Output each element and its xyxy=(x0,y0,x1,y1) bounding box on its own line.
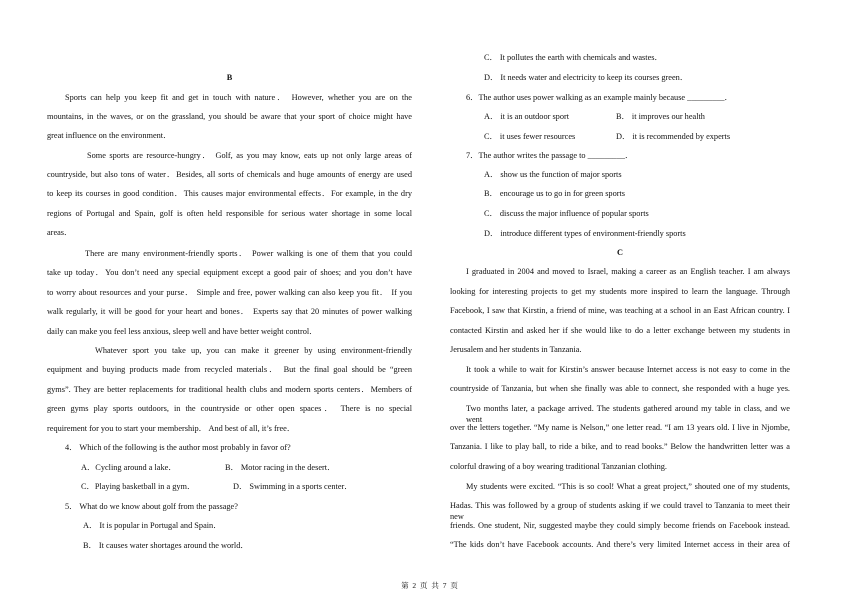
option-text: C．Playing basketball in a gym． xyxy=(81,482,196,491)
paragraph-line: Two months later, a package arrived. The students gathered around my table in class, and we went xyxy=(466,404,790,424)
paragraph-line: walk regularly, it will be good for your heart and bones． Experts say that 20 minutes of power walking xyxy=(47,307,412,316)
page-footer: 第 2 页 共 7 页 xyxy=(401,581,459,590)
option-text: D． Swimming in a sports center． xyxy=(233,482,353,491)
option-text: B． Motor racing in the desert． xyxy=(225,463,336,472)
paragraph-line: There are many environment-friendly sports． Power walking is one of them that you could xyxy=(85,249,412,258)
text-line: daily can make you feel less anxious, sleep well and have better weight control． xyxy=(47,327,318,336)
paragraph-line: friends. One student, Nir, suggested maybe they could simply become friends on Facebook instead. xyxy=(450,521,790,530)
paragraph-line: green gyms play sports outdoors, in the countryside or other open spaces． There is no special xyxy=(47,404,412,413)
option-text: D． it is recommended by experts xyxy=(616,132,731,141)
paragraph-line: Whatever sport you take up, you can make it greener by using environment-friendly xyxy=(95,346,412,355)
text-line: areas． xyxy=(47,228,73,237)
paragraph-line: over the letters together. “My name is Nelson,” one letter read. “I am 13 years old. I live in Njombe, xyxy=(450,423,790,432)
option-text: A． it is an outdoor sport xyxy=(484,112,570,121)
text-line: 4． Which of the following is the author most probably in favor of? xyxy=(65,443,291,452)
paragraph-line: take up today．You don’t need any special equipment except a good pair of shoes; and you don’t have xyxy=(47,268,412,277)
paragraph-line: to worry about resources and your purse． Simple and free, power walking can also keep you fit． If you xyxy=(47,288,412,297)
paragraph-line: mountains, in the waves, or on the grassland, you should be aware that your sport of choice might have xyxy=(47,112,412,121)
text-line: D． It needs water and electricity to keep its courses green． xyxy=(484,73,689,82)
paragraph-line: regions of Portugal and Spain, golf is often held responsible for serious water shortage in some local xyxy=(47,209,412,218)
option-text: C． it uses fewer resources xyxy=(484,132,576,141)
paragraph-line: Sports can help you keep fit and get in touch with nature． However, whether you are on the xyxy=(65,93,412,102)
paragraph-line: Facebook, I saw that Kirstin, a friend of mine, was teaching at a school in an East African country. I xyxy=(450,306,790,315)
text-line: D． introduce different types of environment-friendly sports xyxy=(484,229,686,238)
section-heading: C xyxy=(617,248,623,257)
paragraph-line: contacted Kirstin and asked her if she would like to do a letter exchange between my students in xyxy=(450,326,790,335)
text-line: 5． What do we know about golf from the passage? xyxy=(65,502,238,511)
text-line: B． It causes water shortages around the world． xyxy=(83,541,249,550)
text-line: Jerusalem and her students in Tanzania. xyxy=(450,345,582,354)
paragraph-line: I graduated in 2004 and moved to Israel, making a career as an English teacher. I am always xyxy=(466,267,790,276)
text-line: A． It is popular in Portugal and Spain． xyxy=(83,521,222,530)
text-line: colorful drawing of a boy wearing traditional Tanzanian clothing. xyxy=(450,462,667,471)
paragraph-line: My students were excited. “This is so cool! What a great project,” shouted one of my students, xyxy=(466,482,790,491)
paragraph-line: Some sports are resource-hungry． Golf, as you may know, eats up not only large areas of xyxy=(87,151,412,160)
text-line: 7．The author writes the passage to _________． xyxy=(466,151,634,160)
paragraph-line: Tanzania. I like to play ball, to ride a bike, and to read books.” Below the handwritten letter was a xyxy=(450,442,790,451)
text-line: A． show us the function of major sports xyxy=(484,170,622,179)
paragraph-line: countryside, but also tons of water．Besides, all sorts of chemicals and huge amounts of energy are used xyxy=(47,170,412,179)
text-line: B． encourage us to go in for green sports xyxy=(484,189,626,198)
paragraph-line: Hadas. This was followed by a group of students asking if we could travel to Tanzania to meet their new xyxy=(450,501,790,521)
paragraph-line: It took a while to wait for Kirstin’s answer because Internet access is not easy to come in the xyxy=(466,365,790,374)
paragraph-line: gyms”. They are better replacements for traditional health clubs and modern sports centers．Members of xyxy=(47,385,412,394)
text-line: C． It pollutes the earth with chemicals and wastes． xyxy=(484,53,663,62)
option-text: B． it improves our health xyxy=(616,112,705,121)
paragraph-line: to keep its courses in good condition．This causes major environmental effects．For example, in the dry xyxy=(47,189,412,198)
text-line: requirement for you to start your membership． And best of all, it’s free． xyxy=(47,424,296,433)
text-line: 6．The author uses power walking as an example mainly because _________． xyxy=(466,93,733,102)
paragraph-line: equipment and buying products made from recycled materials． But the final goal should be “green xyxy=(47,365,412,374)
paragraph-line: looking for interesting projects to get my students more inspired to learn the language. Through xyxy=(450,287,790,296)
option-text: A．Cycling around a lake． xyxy=(81,463,177,472)
section-heading: B xyxy=(226,73,233,82)
paragraph-line: “The kids don’t have Facebook accounts. And there’s very limited Internet access in their area of xyxy=(450,540,790,549)
paragraph-line: countryside of Tanzania, but when she finally was able to connect, she responded with a huge yes. xyxy=(450,384,790,393)
text-line: great influence on the environment． xyxy=(47,131,172,140)
text-line: C． discuss the major influence of popular sports xyxy=(484,209,649,218)
